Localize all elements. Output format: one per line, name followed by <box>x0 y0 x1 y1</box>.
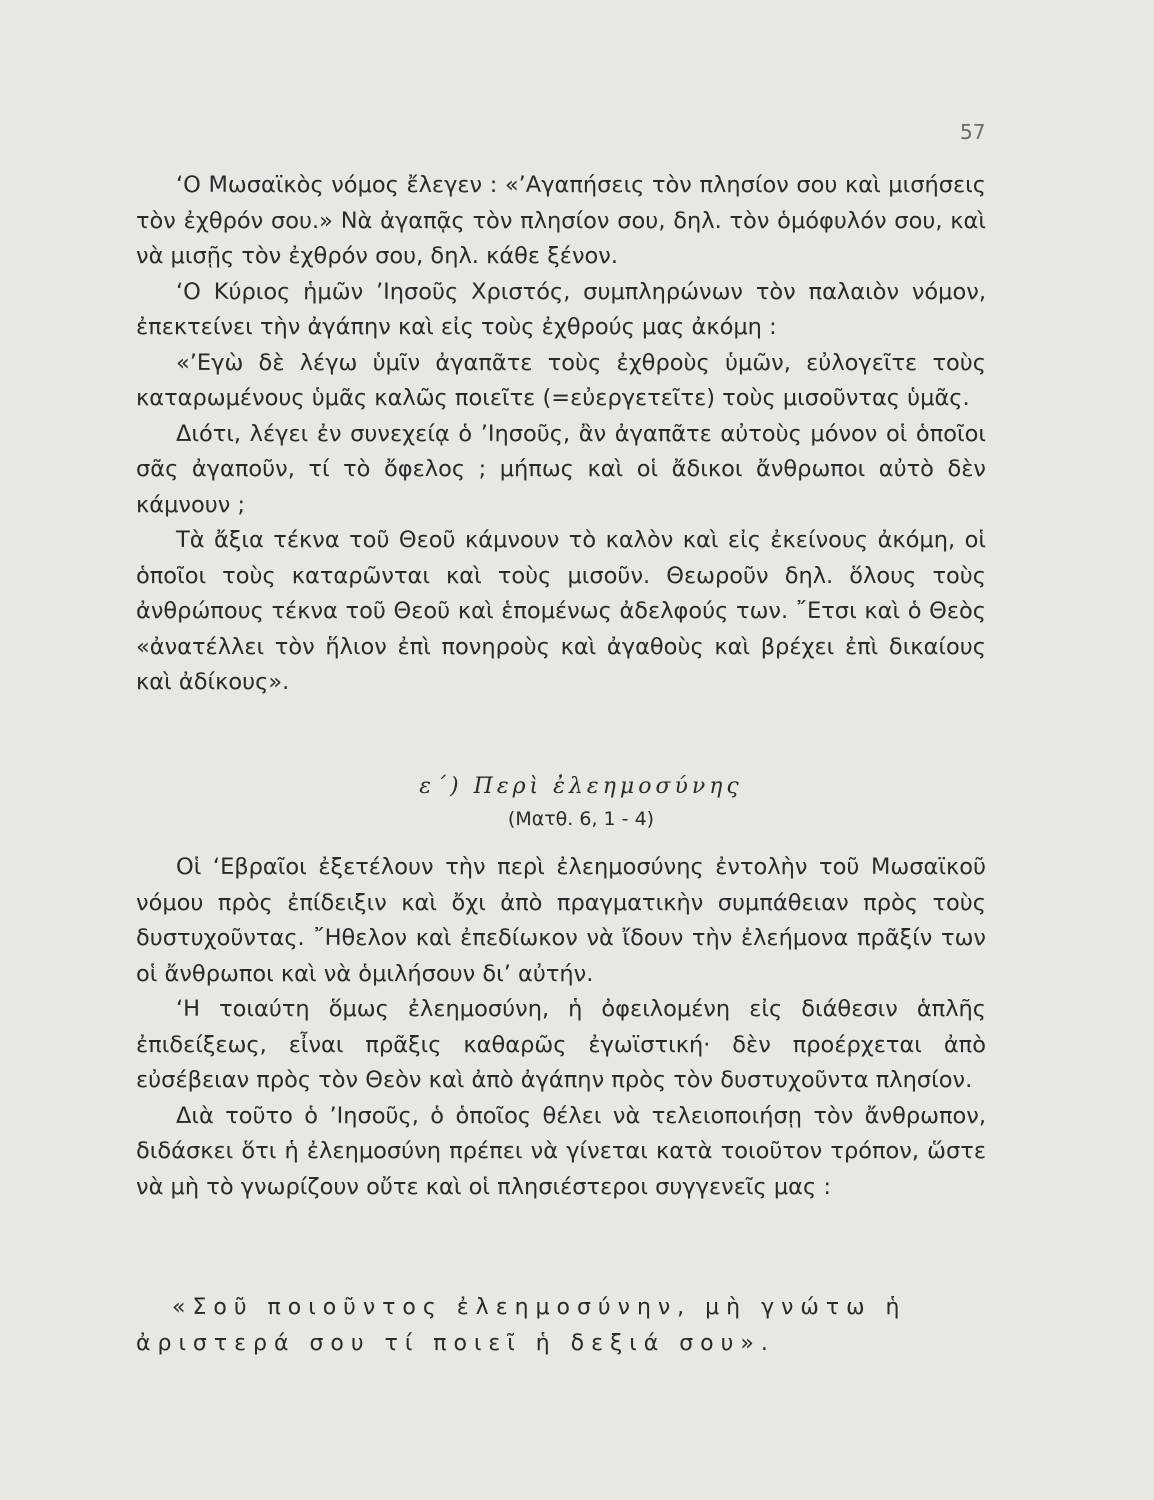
paragraph: Οἱ ‘Εβραῖοι ἐξετέλουν τὴν περὶ ἐλεημοσύνης ἐντολὴν τοῦ Μωσαϊκοῦ νόμου πρὸς ἐπίδειξιν καὶ ὄχι ἀπὸ πραγματικὴν συμπάθειαν πρὸς τοὺς δυστυχοῦντας. ῎Ηθελον καὶ ἐπεδίωκον νὰ ἴδουν τὴν ἐλεήμονα πρᾶξίν των οἱ ἄνθρωποι καὶ νὰ ὁμιλήσουν δι’ αὐτήν. <box>136 854 986 987</box>
text-block-top <box>136 168 986 701</box>
paragraph: ‘Ο Μωσαϊκὸς νόμος ἔλεγεν : «’Αγαπήσεις τὸν πλησίον σου καὶ μισήσεις τὸν ἐχθρόν σου.» Νὰ ἀγαπᾷς τὸν πλησίον σου, δηλ. τὸν ὁμόφυλόν σου, καὶ νὰ μισῇς τὸν ἐχθρόν σου, δηλ. κάθε ξένον. <box>136 172 986 269</box>
page-number: 57 <box>960 120 986 144</box>
section-reference: (Ματθ. 6, 1 - 4) <box>507 808 655 830</box>
section-heading-block <box>136 770 986 834</box>
text-block-bottom <box>136 850 986 1205</box>
final-quote: «Σοῦ ποιοῦντος ἐλεημοσύνην, μὴ γνώτω ἡ ἀριστερά σου τί ποιεῖ ἡ δεξιά σου». <box>136 1295 907 1356</box>
paragraph: «’Εγὼ δὲ λέγω ὑμῖν ἀγαπᾶτε τοὺς ἐχθροὺς ὑμῶν, εὐλογεῖτε τοὺς καταρωμένους ὑμᾶς καλῶς ποιεῖτε (=εὐεργετεῖτε) τοὺς μισοῦντας ὑμᾶς. <box>136 349 986 411</box>
paragraph: Τὰ ἄξια τέκνα τοῦ Θεοῦ κάμνουν τὸ καλὸν καὶ εἰς ἐκείνους ἀκόμη, οἱ ὁποῖοι τοὺς καταρῶνται καὶ τοὺς μισοῦν. Θεωροῦν δηλ. ὅλους τοὺς ἀνθρώπους τέκνα τοῦ Θεοῦ καὶ ἑπομένως ἀδελφούς των. ῎Ετσι καὶ ὁ Θεὸς «ἀνατέλλει τὸν ἥλιον ἐπὶ πονηροὺς καὶ ἀγαθοὺς καὶ βρέχει ἐπὶ δικαίους καὶ ἀδίκους». <box>136 527 986 695</box>
paragraph: Διότι, λέγει ἐν συνεχείᾳ ὁ ’Ιησοῦς, ἂν ἀγαπᾶτε αὐτοὺς μόνον οἱ ὁποῖοι σᾶς ἀγαποῦν, τί τὸ ὄφελος ; μήπως καὶ οἱ ἄδικοι ἄνθρωποι αὐτὸ δὲν κάμνουν ; <box>136 420 986 518</box>
paragraph: ‘Ο Κύριος ἡμῶν ’Ιησοῦς Χριστός, συμπληρώνων τὸν παλαιὸν νόμον, ἐπεκτείνει τὴν ἀγάπην καὶ εἰς τοὺς ἐχθρούς μας ἀκόμη : <box>136 278 986 340</box>
section-heading: ε΄) Περὶ ἐλεημοσύνης <box>419 774 743 799</box>
paragraph: ‘Η τοιαύτη ὅμως ἐλεημοσύνη, ἡ ὀφειλομένη εἰς διάθεσιν ἁπλῆς ἐπιδείξεως, εἶναι πρᾶξις καθαρῶς ἐγωϊστική· δὲν προέρχεται ἀπὸ εὐσέβειαν πρὸς τὸν Θεὸν καὶ ἀπὸ ἀγάπην πρὸς τὸν δυστυχοῦντα πλησίον. <box>136 996 986 1093</box>
paragraph: Διὰ τοῦτο ὁ ’Ιησοῦς, ὁ ὁποῖος θέλει νὰ τελειοποιήσῃ τὸν ἄνθρωπον, διδάσκει ὅτι ἡ ἐλεημοσύνη πρέπει νὰ γίνεται κατὰ τοιοῦτον τρόπον, ὥστε νὰ μὴ τὸ γνωρίζουν οὔτε καὶ οἱ πλησιέστεροι συγγενεῖς μας : <box>136 1102 986 1200</box>
